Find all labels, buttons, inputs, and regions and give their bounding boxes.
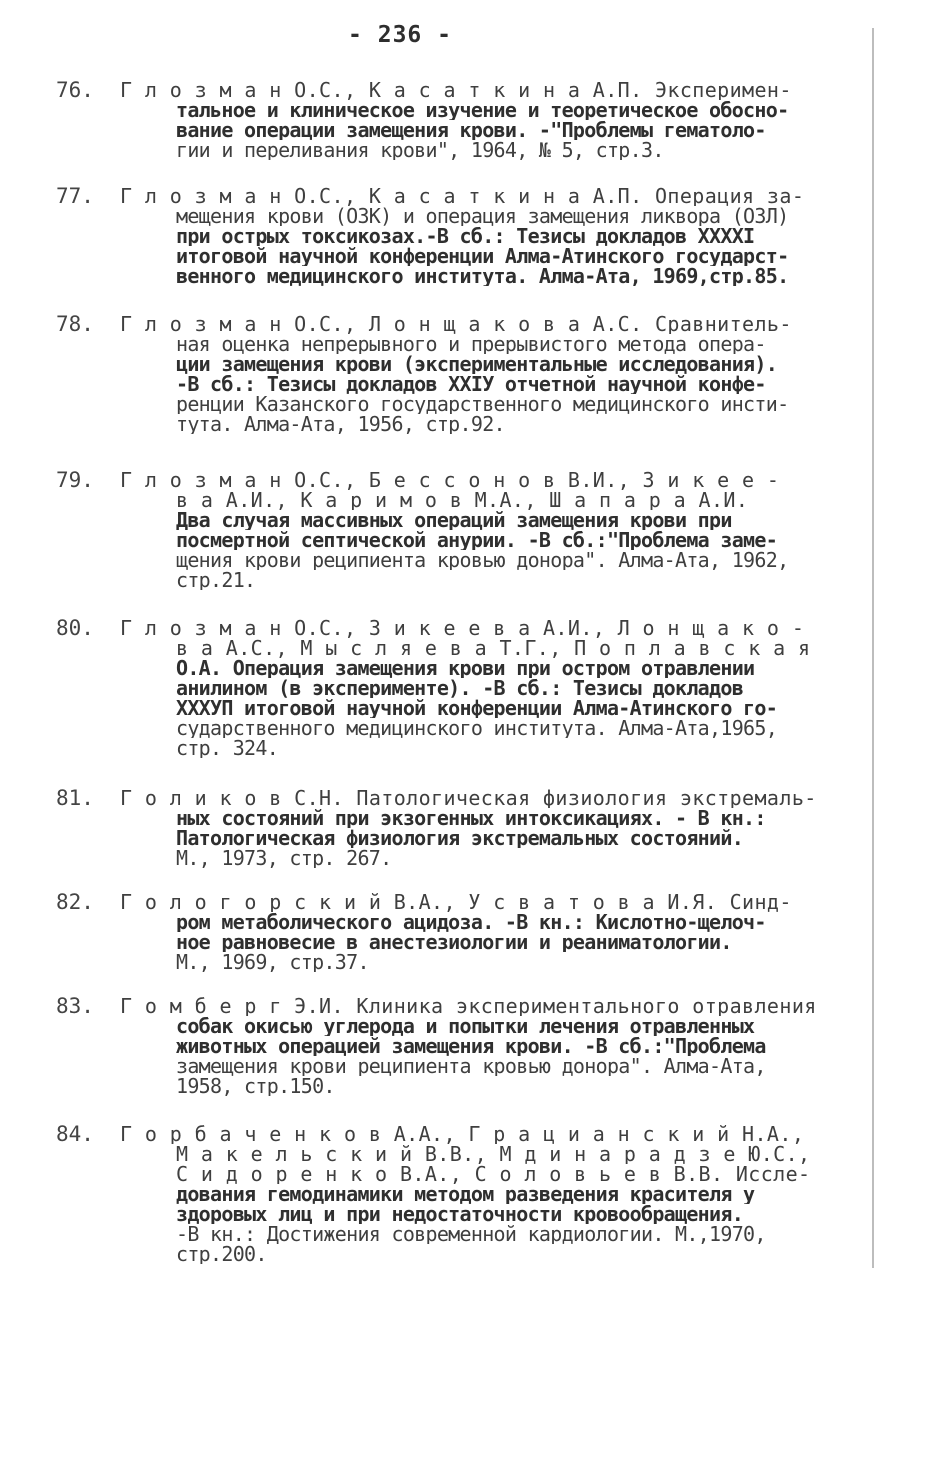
entry-line: М., 1969, стр.37. xyxy=(176,952,369,972)
entry-line: венного медицинского института. Алма-Ата, 1969,стр.85. xyxy=(176,266,789,286)
entry-text xyxy=(120,80,872,160)
entry-line: здоровых лиц и при недостаточности кровообращения. xyxy=(176,1204,744,1224)
entry-line: итоговой научной конференции Алма-Атинского государст- xyxy=(176,246,789,266)
entry-line: Г л о з м а н О.С., К а с а т к и н а А.П. Эксперимен- xyxy=(120,80,792,100)
entry-line: Г о р б а ч е н к о в А.А., Г р а ц и а н с к и й Н.А., xyxy=(120,1124,805,1144)
entry-number: 76. xyxy=(56,78,94,102)
entry-line: Г о л и к о в С.Н. Патологическая физиология экстремаль- xyxy=(120,788,817,808)
entry-line: щения крови реципиента кровью донора". Алма-Ата, 1962, xyxy=(176,550,789,570)
entry-line: Г л о з м а н О.С., К а с а т к и н а А.П. Операция за- xyxy=(120,186,805,206)
entry-line: Г л о з м а н О.С., Б е с с о н о в В.И., З и к е е - xyxy=(120,470,780,490)
entry-line: О.А. Операция замещения крови при остром отравлении xyxy=(176,658,755,678)
entry-number: 84. xyxy=(56,1122,94,1146)
entry-line: ренции Казанского государственного медицинского инсти- xyxy=(176,394,789,414)
entry-line: ром метаболического ацидоза. -В кн.: Кислотно-щелоч- xyxy=(176,912,766,932)
entry-line: вание операции замещения крови. -"Проблемы гематоло- xyxy=(176,120,766,140)
entry-line: ное равновесие в анестезиологии и реаниматологии. xyxy=(176,932,732,952)
entry-line: замещения крови реципиента кровью донора". Алма-Ата, xyxy=(176,1056,766,1076)
entry-number: 80. xyxy=(56,616,94,640)
entry-text xyxy=(120,892,872,972)
entry-line: стр. 324. xyxy=(176,738,279,758)
entry-line: М., 1973, стр. 267. xyxy=(176,848,392,868)
entry-line: дования гемодинамики методом разведения красителя у xyxy=(176,1184,755,1204)
entry-line: ная оценка непрерывного и прерывистого метода опера- xyxy=(176,334,766,354)
entry-line: животных операцией замещения крови. -В сб.:"Проблема xyxy=(176,1036,766,1056)
entry-number: 81. xyxy=(56,786,94,810)
entry-line: Два случая массивных операций замещения крови при xyxy=(176,510,732,530)
entry-number: 83. xyxy=(56,994,94,1018)
entry-text xyxy=(120,996,872,1096)
entry-line: гии и переливания крови", 1964, № 5, стр.3. xyxy=(176,140,664,160)
entry-line: стр.200. xyxy=(176,1244,267,1264)
entry-line: при острых токсикозах.-В сб.: Тезисы докладов ХХХХI xyxy=(176,226,755,246)
entry-line: анилином (в эксперименте). -В сб.: Тезисы докладов xyxy=(176,678,744,698)
entry-line: Г л о з м а н О.С., Л о н щ а к о в а А.С. Сравнитель- xyxy=(120,314,792,334)
entry-line: С и д о р е н к о В.А., С о л о в ь е в В.В. Иссле- xyxy=(176,1164,811,1184)
entry-line: Г о л о г о р с к и й В.А., У с в а т о в а И.Я. Синд- xyxy=(120,892,792,912)
entry-line: в а А.С., М ы с л я е в а Т.Г., П о п л а в с к а я xyxy=(176,638,811,658)
entry-line: ции замещения крови (экспериментальные исследования). xyxy=(176,354,778,374)
entry-line: в а А.И., К а р и м о в М.А., Ш а п а р а А.И. xyxy=(176,490,749,510)
entry-line: -В сб.: Тезисы докладов ХХIУ отчетной научной конфе- xyxy=(176,374,766,394)
entry-line: стр.21. xyxy=(176,570,256,590)
entry-line: тальное и клиническое изучение и теоретическое обосно- xyxy=(176,100,789,120)
entry-line: Г о м б е р г Э.И. Клиника экспериментального отравления xyxy=(120,996,817,1016)
entry-line: ХХХУП итоговой научной конференции Алма-Атинского го- xyxy=(176,698,778,718)
entry-text xyxy=(120,1124,872,1264)
entry-line: Патологическая физиология экстремальных состояний. xyxy=(176,828,744,848)
entry-number: 77. xyxy=(56,184,94,208)
entry-line: сударственного медицинского института. Алма-Ата,1965, xyxy=(176,718,778,738)
page-edge-rule xyxy=(872,28,874,1268)
entry-line: ных состояний при экзогенных интоксикациях. - В кн.: xyxy=(176,808,766,828)
entry-line: мещения крови (ОЗК) и операция замещения ликвора (ОЗЛ) xyxy=(176,206,789,226)
entry-line: М а к е л ь с к и й В.В., М д и н а р а д з е Ю.С., xyxy=(176,1144,811,1164)
entry-text xyxy=(120,618,872,758)
entry-number: 78. xyxy=(56,312,94,336)
entry-text xyxy=(120,788,872,868)
entry-line: 1958, стр.150. xyxy=(176,1076,335,1096)
entry-text xyxy=(120,314,872,434)
entry-line: -В кн.: Достижения современной кардиологии. М.,1970, xyxy=(176,1224,766,1244)
entry-number: 82. xyxy=(56,890,94,914)
entry-line: собак окисью углерода и попытки лечения отравленных xyxy=(176,1016,755,1036)
entry-text xyxy=(120,470,872,590)
entry-text xyxy=(120,186,872,286)
entry-number: 79. xyxy=(56,468,94,492)
entry-line: посмертной септической анурии. -В сб.:"Проблема заме- xyxy=(176,530,778,550)
entry-line: Г л о з м а н О.С., З и к е е в а А.И., Л о н щ а к о - xyxy=(120,618,805,638)
entry-line: тута. Алма-Ата, 1956, стр.92. xyxy=(176,414,505,434)
page-number: - 236 - xyxy=(348,22,452,48)
